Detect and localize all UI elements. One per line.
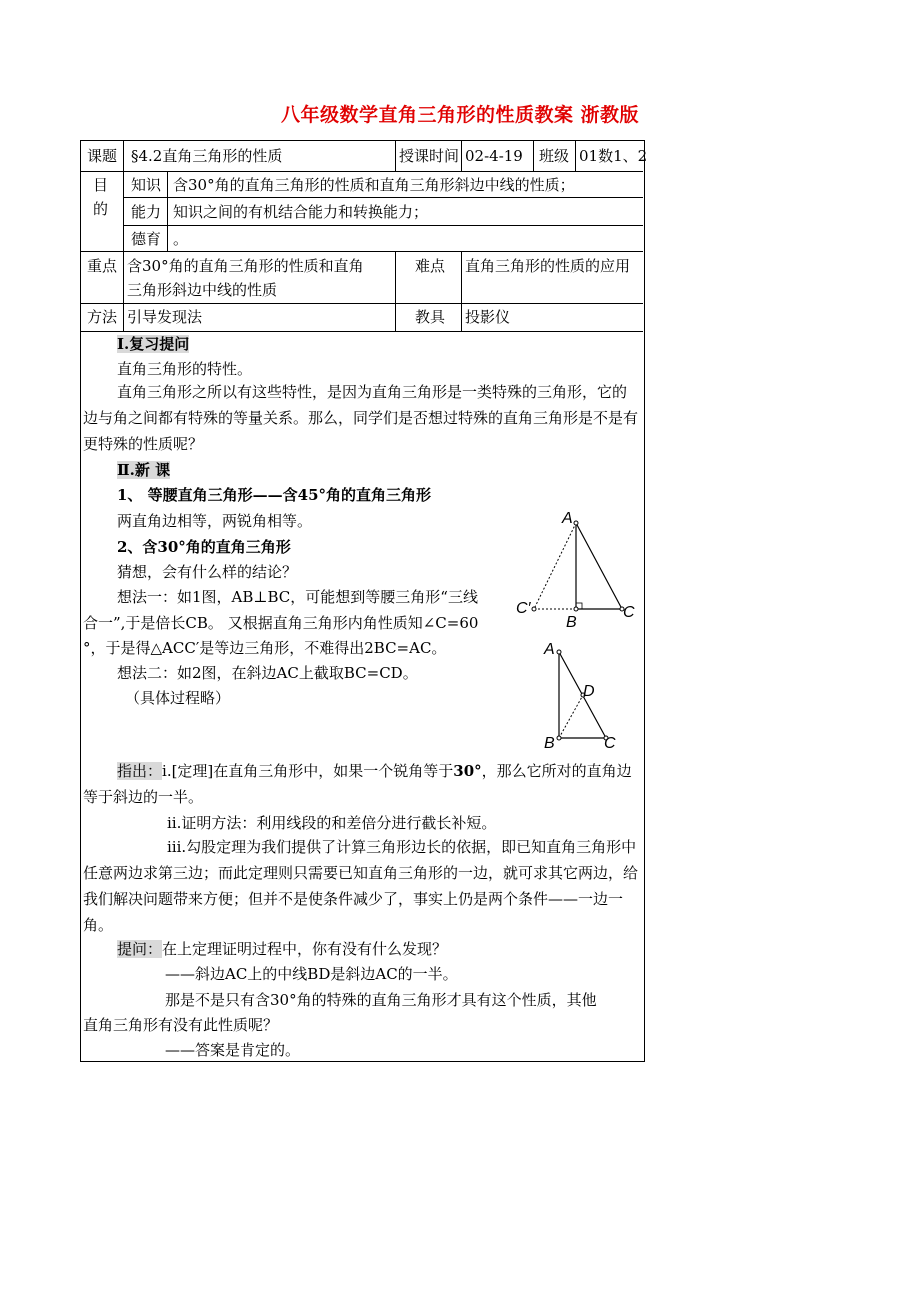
time-value: 02-4-19: [465, 147, 523, 165]
class-label: 班级: [539, 147, 570, 165]
ask-label: 提问：: [117, 940, 163, 958]
goals-label: 目的: [93, 176, 109, 218]
fig2-label-a: A: [544, 641, 555, 658]
goal-ability-label: 能力: [131, 203, 162, 221]
review-heading: Ⅰ.复习提问: [117, 335, 190, 353]
goal-knowledge-label: 知识: [131, 176, 162, 194]
section-2-title: 2、含30°角的直角三角形: [117, 538, 291, 556]
figure-2-triangle: [538, 636, 628, 756]
difficulty-value: 直角三角形的性质的应用: [465, 257, 631, 275]
difficulty-label: 难点: [415, 257, 446, 275]
review-paragraph-1: 直角三角形的特性。: [117, 360, 253, 378]
fig1-label-c: C: [623, 604, 635, 621]
method-label: 方法: [87, 308, 118, 326]
topic-label: 课题: [87, 147, 118, 165]
tool-label: 教具: [415, 308, 446, 326]
fig2-label-c: C: [604, 735, 616, 752]
fig1-label-a: A: [562, 510, 573, 527]
review-paragraph-2: 直角三角形之所以有这些特性，是因为直角三角形是一类特殊的三角形，它的边与角之间都有特殊的等量关系。那么，同学们是否想过特殊的直角三角形是不是有更特殊的性质呢？: [83, 383, 639, 453]
tool-value: 投影仪: [465, 308, 511, 326]
idea-1-line2: 合一”,于是倍长CB。 又根据直角三角形内角性质知∠C=60: [83, 614, 479, 632]
key-point-label: 重点: [87, 257, 118, 275]
guess-text: 猜想，会有什么样的结论？: [117, 563, 298, 581]
idea-1-line1: 想法一：如1图，AB⊥BC，可能想到等腰三角形“三线: [117, 588, 478, 606]
fig2-label-b: B: [544, 735, 555, 752]
time-label: 授课时间: [399, 147, 460, 165]
method-value: 引导发现法: [127, 308, 203, 326]
fig2-label-d: D: [583, 683, 595, 700]
new-lesson-heading: Ⅱ.新 课: [117, 461, 171, 479]
goal-ability-text: 知识之间的有机结合能力和转换能力；: [173, 203, 429, 221]
goal-moral-text: 。: [173, 230, 189, 248]
key-point-line2: 三角形斜边中线的性质: [127, 281, 278, 299]
goal-moral-label: 德育: [131, 230, 162, 248]
question-block: 提问：在上定理证明过程中，你有没有什么发现？: [117, 940, 448, 958]
document-title: 八年级数学直角三角形的性质教案 浙教版: [280, 104, 640, 126]
idea-1-line3: °，于是得△ACC′是等边三角形，不难得出2BC=AC。: [83, 639, 447, 657]
fig1-label-c-prime: C′: [516, 600, 531, 617]
theorem-point-ii: ⅱ.证明方法：利用线段的和差倍分进行截长补短。: [167, 814, 497, 832]
question-2-line1: 那是不是只有含30°角的特殊的直角三角形才具有这个性质，其他: [165, 991, 597, 1009]
topic-value: §4.2直角三角形的性质: [131, 147, 283, 165]
figure-1-triangle: [510, 505, 645, 630]
class-value: 01数1、2: [579, 147, 648, 165]
section-1-text: 两直角边相等，两锐角相等。: [117, 512, 313, 530]
answer-1: ——斜边AC上的中线BD是斜边AC的一半。: [165, 965, 458, 983]
goal-knowledge-text: 含30°角的直角三角形的性质和直角三角形斜边中线的性质；: [173, 176, 575, 194]
key-point-line1: 含30°角的直角三角形的性质和直角: [127, 257, 364, 275]
fig1-label-b: B: [566, 614, 577, 630]
question-2-line2: 直角三角形有没有此性质呢？: [83, 1016, 279, 1034]
theorem-point-iii: ⅲ.勾股定理为我们提供了计算三角形边长的依据，即已知直角三角形中任意两边求第三边；而此定理则只需要已知直角三角形的一边，就可求其它两边，给我们解决问题带来方便；但并不是使条件减少了，事实上仍是两个条件——一边一角。: [83, 838, 639, 934]
idea-2-note: （具体过程略）: [125, 689, 231, 707]
section-1-title: 1、 等腰直角三角形——含45°角的直角三角形: [117, 486, 432, 504]
answer-2: ——答案是肯定的。: [165, 1041, 301, 1059]
idea-2-text: 想法二：如2图，在斜边AC上截取BC=CD。: [117, 664, 418, 682]
point-label: 指出：: [117, 762, 163, 780]
theorem-point-i: 指出：ⅰ.[定理]在直角三角形中，如果一个锐角等于30°，那么它所对的直角边等于斜边的一半。: [83, 762, 632, 806]
